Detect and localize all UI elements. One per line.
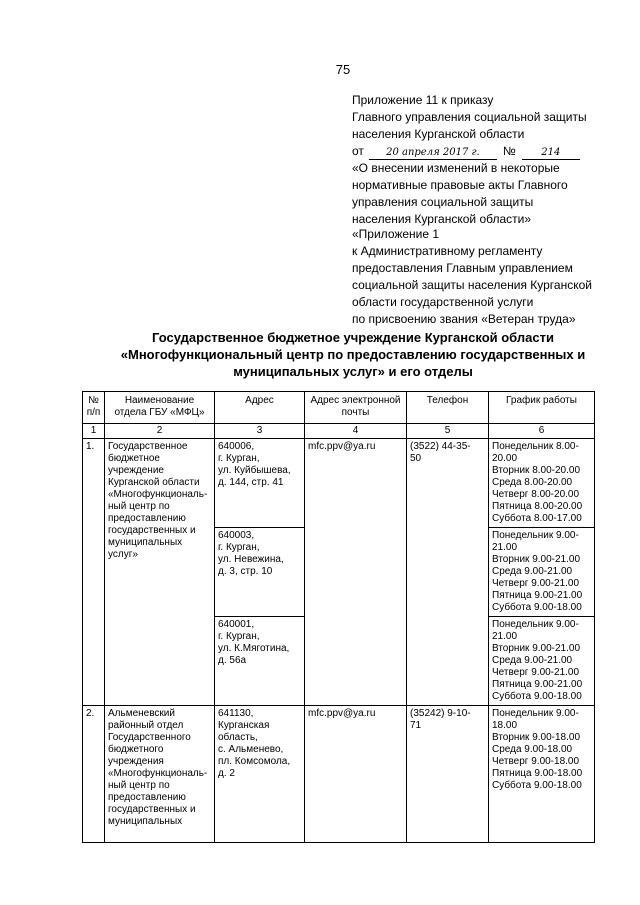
appendix-line: Главного управления социальной защиты [352, 110, 587, 124]
table-row [83, 439, 595, 528]
office-address: 641130, Курганская область, с. Альменево, пл. Комсомола, д. 2 [215, 706, 305, 843]
order-date-number-line [352, 143, 612, 160]
column-number: 5 [407, 424, 489, 439]
table-header-row [83, 392, 595, 424]
appendix-1-line: предоставления Главным управлением [352, 261, 573, 275]
appendix-1-line: области государственной услуги [352, 295, 534, 309]
office-address: 640003, г. Курган, ул. Невежина, д. 3, стр. 10 [215, 528, 305, 617]
appendix-line: Приложение 11 к приказу [352, 93, 494, 107]
number-label: № [502, 144, 516, 158]
handwritten-date: 20 апреля 2017 г. [369, 147, 497, 160]
appendix-line: населения Курганской области [352, 127, 525, 141]
appendix-title-line: нормативные правовые акты Главного [352, 178, 568, 192]
header-schedule: График работы [489, 392, 595, 424]
office-name: Альменевский районный отдел Государственного бюджетного учреждения «Многофункциональ- ный центр по предоставлению государственных и муниципальных [105, 706, 215, 843]
heading-line: Государственное бюджетное учреждение Курганской области [152, 330, 554, 345]
office-phone: (3522) 44-35- 50 [407, 439, 489, 706]
office-name: Государственное бюджетное учреждение Курганской области «Многофункциональ- ный центр по предоставлению государственных и муниципальных услуг» [105, 439, 215, 706]
heading-line: «Многофункциональный центр по предоставлению государственных и [120, 347, 586, 362]
appendix-title-line: управления социальной защиты [352, 195, 534, 209]
office-email: mfc.ppv@ya.ru [305, 706, 407, 843]
column-number: 4 [305, 424, 407, 439]
table-row [83, 706, 595, 843]
appendix-1-header [352, 226, 622, 328]
column-number: 1 [83, 424, 105, 439]
header-number: № п/п [83, 392, 105, 424]
office-schedule: Понедельник 9.00- 21.00 Вторник 9.00-21.00 Среда 9.00-21.00 Четверг 9.00-21.00 Пятница 9.00-21.00 Суббота 9.00-18.00 [489, 528, 595, 617]
heading-line: муниципальных услуг» и его отделы [233, 364, 473, 379]
row-number: 2. [83, 706, 105, 843]
column-number: 3 [215, 424, 305, 439]
document-heading [88, 329, 618, 380]
office-schedule: Понедельник 9.00- 18.00 Вторник 9.00-18.00 Среда 9.00-18.00 Четверг 9.00-18.00 Пятница 9.00-18.00 Суббота 9.00-18.00 [489, 706, 595, 843]
office-schedule: Понедельник 9.00- 21.00 Вторник 9.00-21.00 Среда 9.00-21.00 Четверг 9.00-21.00 Пятница 9.00-21.00 Суббота 9.00-18.00 [489, 617, 595, 706]
appendix-1-line: к Административному регламенту [352, 244, 543, 258]
office-phone: (35242) 9-10- 71 [407, 706, 489, 843]
row-number: 1. [83, 439, 105, 706]
appendix-1-line: социальной защиты населения Курганской [352, 278, 592, 292]
header-name: Наименование отдела ГБУ «МФЦ» [105, 392, 215, 424]
handwritten-number: 214 [522, 147, 580, 160]
mfc-offices-table [82, 391, 595, 843]
appendix-1-line: по присвоению звания «Ветеран труда» [352, 312, 576, 326]
office-address: 640006, г. Курган, ул. Куйбышева, д. 144, стр. 41 [215, 439, 305, 528]
from-label: от [352, 144, 364, 158]
appendix-1-line: «Приложение 1 [352, 227, 440, 241]
header-email: Адрес электронной почты [305, 392, 407, 424]
appendix-header [352, 92, 612, 228]
page-number: 75 [335, 62, 351, 77]
office-schedule: Понедельник 8.00- 20.00 Вторник 8.00-20.00 Среда 8.00-20.00 Четверг 8.00-20.00 Пятница 8.00-20.00 Суббота 8.00-17.00 [489, 439, 595, 528]
header-address: Адрес [215, 392, 305, 424]
office-address: 640001, г. Курган, ул. К.Мяготина, д. 56а [215, 617, 305, 706]
appendix-title-line: населения Курганской области» [352, 212, 532, 226]
office-email: mfc.ppv@ya.ru [305, 439, 407, 706]
column-number: 2 [105, 424, 215, 439]
appendix-title-line: «О внесении изменений в некоторые [352, 161, 560, 175]
column-number-row [83, 424, 595, 439]
column-number: 6 [489, 424, 595, 439]
header-phone: Телефон [407, 392, 489, 424]
